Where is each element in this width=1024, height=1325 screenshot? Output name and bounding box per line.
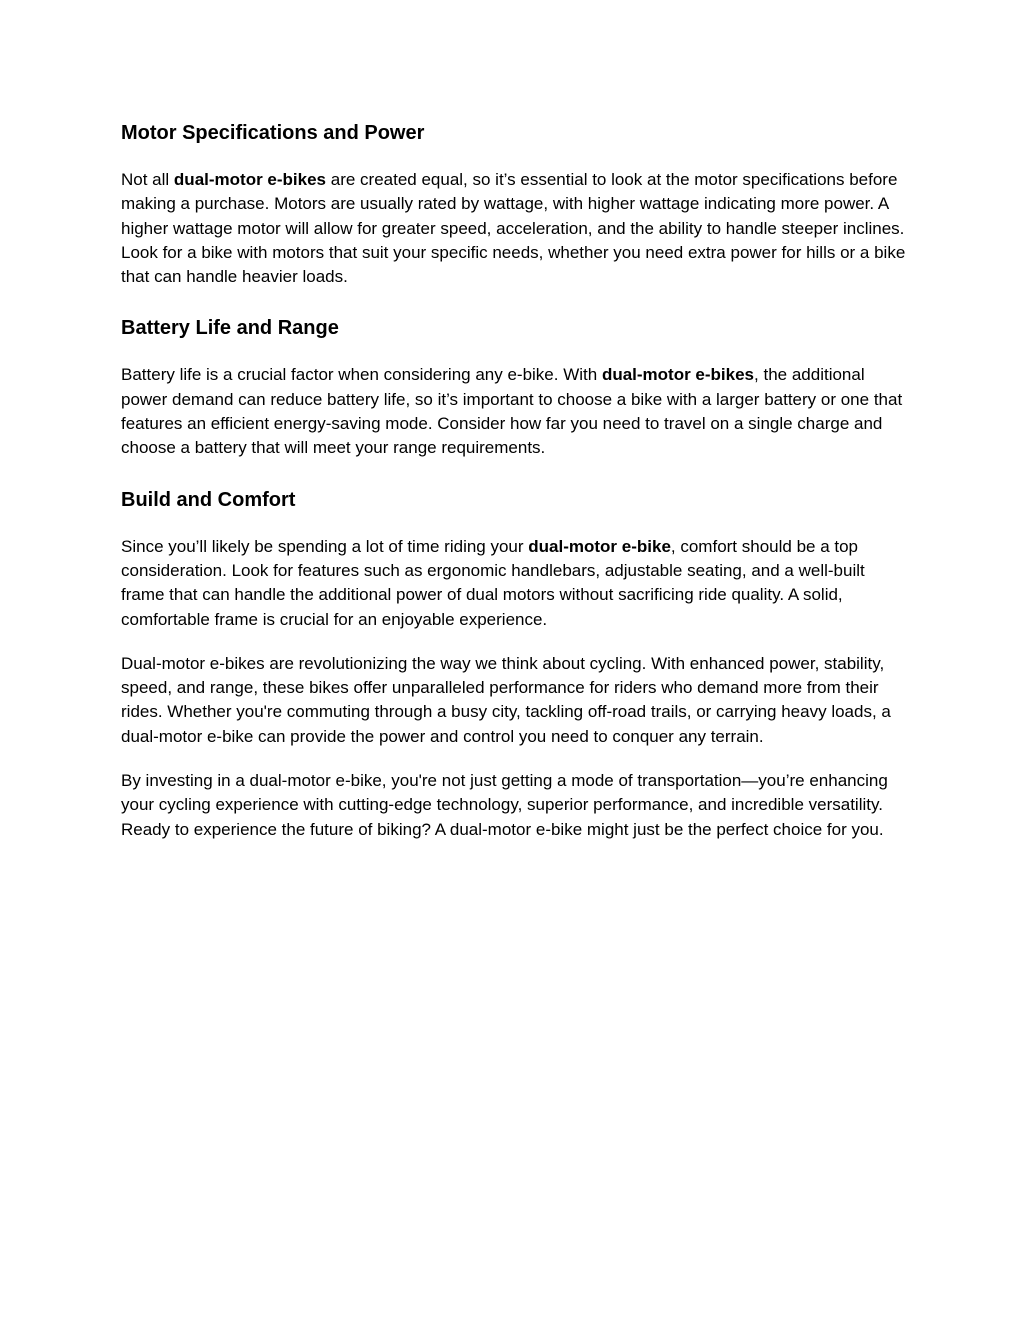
document-page [121, 118, 911, 842]
paragraph-text: , the additional power demand can reduce battery life, so it’s important to choose a bike with a larger battery or one that features an efficient energy-saving mode. Consider how far you need to travel on a single charge and choose a battery that will meet your range requirements. [121, 365, 903, 458]
paragraph-text: Not all [121, 170, 174, 189]
paragraph-motor-specifications [121, 168, 911, 289]
bold-keyword: dual-motor e-bikes [173, 170, 327, 189]
paragraph-build-comfort [121, 535, 911, 632]
paragraph-text: , comfort should be a top consideration. Look for features such as ergonomic handlebars, adjustable seating, and a well-built frame that can handle the additional power of dual motors without sacrificing ride quality. A solid, comfortable frame is crucial for an enjoyable experience. [121, 536, 865, 629]
paragraph-text: are created equal, so it’s essential to look at the motor specifications before making a purchase. Motors are usually rated by wattage, with higher wattage indicating more power. A higher wattage motor will allow for greater speed, acceleration, and the ability to handle steeper inclines. Look for a bike with motors that suit your specific needs, whether you need extra power for hills or a bike that can handle heavier loads. [121, 170, 906, 287]
paragraph-text: Battery life is a crucial factor when considering any e-bike. With [121, 365, 602, 385]
paragraph-text: Since you’ll likely be spending a lot of time riding your [121, 536, 529, 556]
bold-keyword: dual-motor e-bikes [601, 365, 755, 385]
bold-keyword: dual-motor e-bike [528, 536, 671, 556]
paragraph-conclusion-2: By investing in a dual-motor e-bike, you're not just getting a mode of transportation—you’re enhancing your cycling experience with cutting-edge technology, superior performance, and incredible versatility. Ready to experience the future of biking? A dual-motor e-bike might just be the perfect choice for you. [121, 771, 888, 839]
paragraph-conclusion-1: Dual-motor e-bikes are revolutionizing the way we think about cycling. With enhanced power, stability, speed, and range, these bikes offer unparalleled performance for riders who demand more from their rides. Whether you're commuting through a busy city, tackling off-road trails, or carrying heavy loads, a dual-motor e-bike can provide the power and control you need to conquer any terrain. [121, 653, 891, 746]
heading-build-comfort: Build and Comfort [121, 488, 296, 511]
heading-battery-life: Battery Life and Range [121, 317, 339, 340]
paragraph-battery-life [121, 363, 911, 460]
heading-motor-specifications: Motor Specifications and Power [121, 122, 425, 144]
